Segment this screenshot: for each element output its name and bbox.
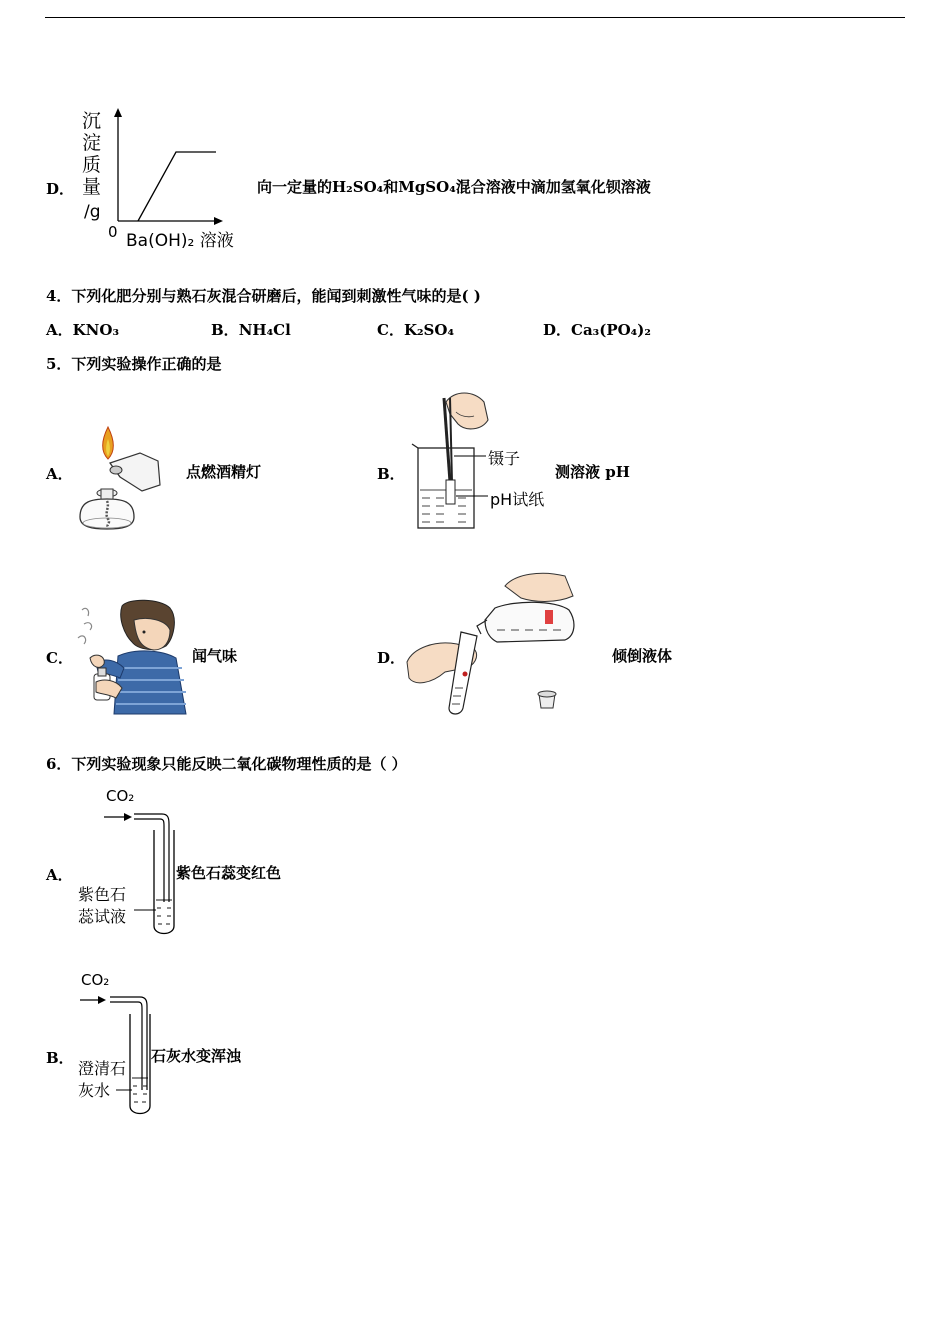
q5-option-c-caption: 闻气味 [192, 647, 238, 665]
q5-option-d-label: D． [377, 649, 406, 667]
q4-option-c[interactable]: C．K₂SO₄ [377, 321, 455, 339]
q4-option-a[interactable]: A．KNO₃ [46, 321, 120, 339]
origin-label: 0 [108, 223, 118, 241]
yunit: /g [84, 202, 101, 222]
q4-option-d[interactable]: D．Ca₃(PO₄)₂ [543, 321, 651, 339]
limewater-co2-apparatus [74, 966, 184, 1122]
q3-option-d-label: D． [46, 180, 75, 198]
q4-option-b[interactable]: B．NH₄Cl [211, 321, 291, 339]
ylabel-char-1: 沉 [82, 110, 102, 132]
xlabel: Ba(OH)₂ 溶液 [126, 231, 234, 251]
q5-option-d-caption: 倾倒液体 [612, 647, 673, 665]
precipitate-graph [80, 105, 255, 255]
reagent-line-1: 紫色石 [78, 885, 127, 904]
reagent-line-1: 澄清石 [78, 1059, 127, 1078]
smelling-gas-icon [76, 598, 191, 714]
q3-option-d-text: 向一定量的H₂SO₄和MgSO₄混合溶液中滴加氢氧化钡溶液 [257, 178, 651, 196]
ph-test-icon [410, 390, 550, 532]
q5-option-a-label: A． [46, 465, 73, 483]
q4-stem: 4．下列化肥分别与熟石灰混合研磨后，能闻到刺激性气味的是( ) [46, 287, 481, 305]
ylabel-char-3: 质 [82, 154, 102, 176]
q5-option-c-label: C． [46, 649, 73, 667]
q6-option-a-label: A． [46, 866, 73, 884]
q5-option-b-caption: 测溶液 pH [555, 463, 630, 481]
q6-option-a-caption: 紫色石蕊变红色 [176, 864, 282, 882]
ylabel-char-2: 淀 [82, 132, 102, 154]
q6-option-b-caption: 石灰水变浑浊 [151, 1047, 242, 1065]
gas-label: CO₂ [81, 971, 110, 989]
reagent-line-2: 蕊试液 [78, 907, 127, 926]
pouring-liquid-icon [405, 570, 585, 718]
q5-option-b-label: B． [377, 465, 405, 483]
reagent-line-2: 灰水 [78, 1081, 111, 1100]
alcohol-lamp-lighting-icon [70, 425, 170, 533]
q6-option-b-label: B． [46, 1049, 74, 1067]
ylabel-char-4: 量 [82, 176, 102, 198]
q5-option-a-caption: 点燃酒精灯 [186, 463, 262, 481]
q6-stem: 6．下列实验现象只能反映二氧化碳物理性质的是（ ） [46, 755, 407, 773]
ph-paper-label: pH试纸 [490, 490, 545, 509]
precipitate-curve [138, 152, 216, 221]
litmus-co2-apparatus [74, 782, 184, 938]
q5-stem: 5．下列实验操作正确的是 [46, 355, 222, 373]
header-rule [45, 17, 905, 18]
tweezers-label: 镊子 [488, 449, 521, 468]
gas-label: CO₂ [106, 787, 135, 805]
